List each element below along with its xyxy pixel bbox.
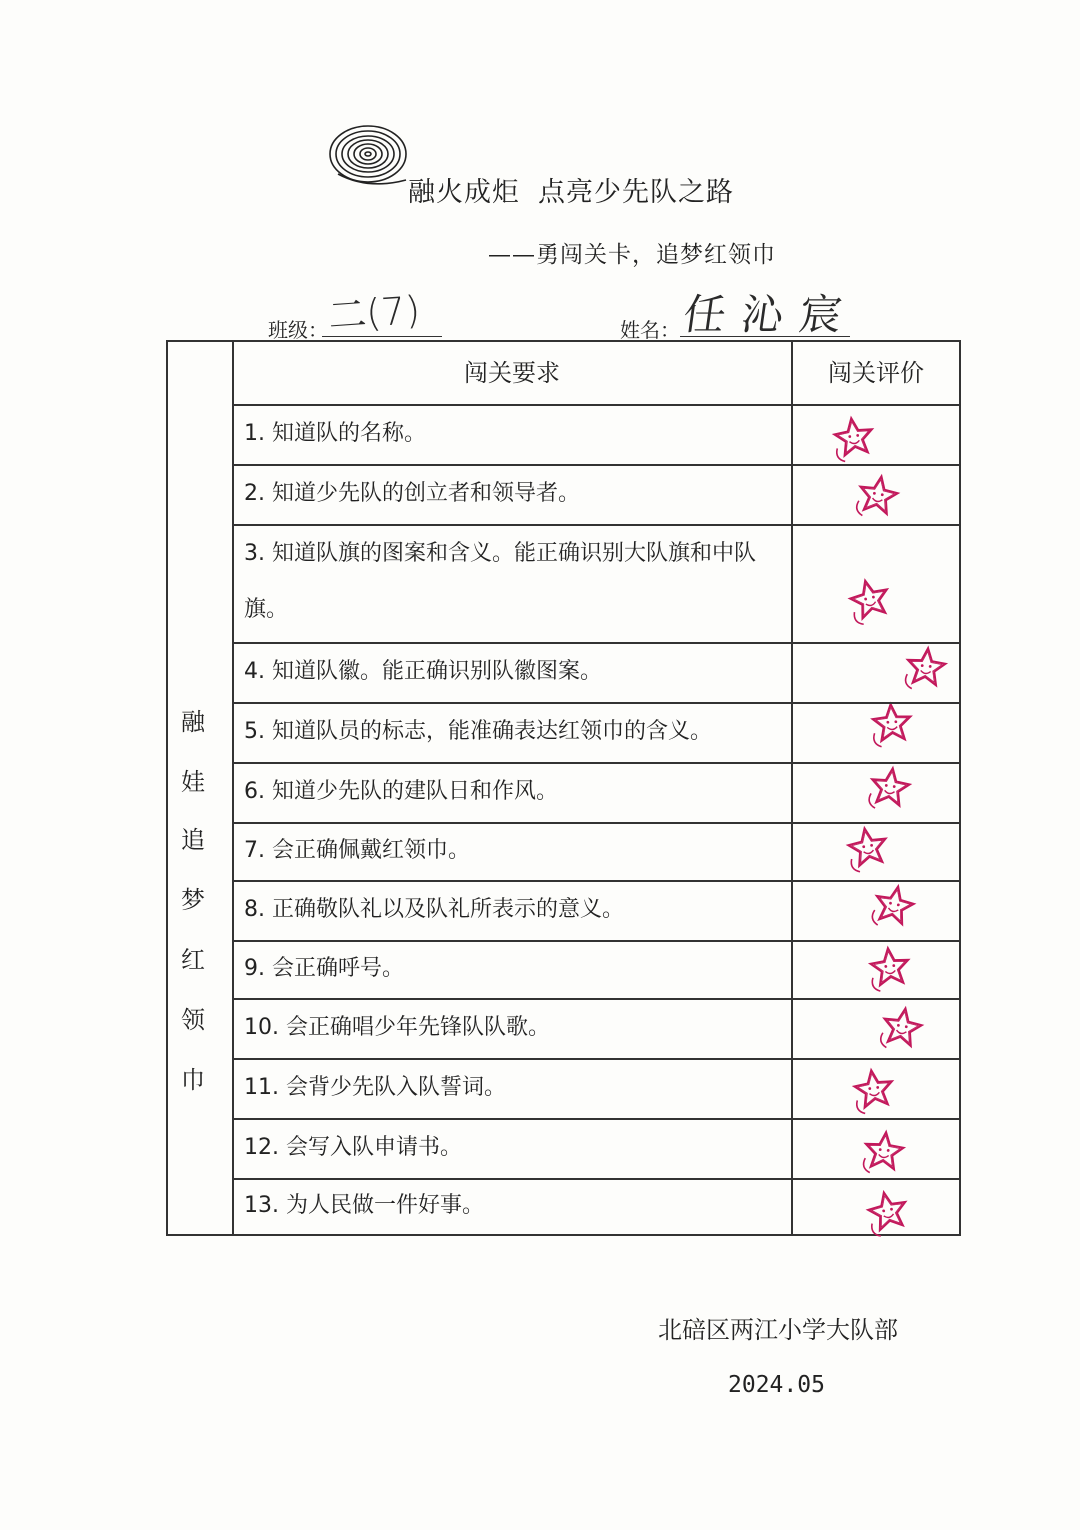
header-requirements: 闯关要求: [464, 359, 560, 387]
class-value-handwritten: 二(7): [326, 287, 422, 339]
name-value-handwritten: 任沁宸: [680, 290, 862, 339]
side-label-char: 追: [181, 826, 205, 854]
star-stamp-icon: [869, 701, 916, 748]
row-divider: [232, 1118, 959, 1120]
row-divider: [232, 998, 959, 1000]
star-stamp-icon: [849, 1065, 899, 1115]
requirement-row-text: 7. 会正确佩戴红领巾。: [244, 838, 470, 863]
star-stamp-icon: [868, 880, 920, 932]
star-stamp-icon: [865, 763, 915, 813]
star-stamp-icon: [843, 573, 896, 626]
page-title: 融火成炬 点亮少先队之路: [408, 177, 734, 208]
row-divider: [232, 762, 959, 764]
row-divider: [232, 464, 959, 466]
issue-date: 2024.05: [728, 1372, 825, 1398]
requirement-row-text: 8. 正确敬队礼以及队礼所表示的意义。: [244, 897, 624, 922]
row-divider: [232, 822, 959, 824]
requirement-row-text: 9. 会正确呼号。: [244, 956, 404, 981]
requirement-row-text: 2. 知道少先队的创立者和领导者。: [244, 481, 580, 506]
star-stamp-icon: [860, 1128, 908, 1176]
organization-signature: 北碚区两江小学大队部: [658, 1316, 898, 1344]
requirement-row-text: 1. 知道队的名称。: [244, 421, 426, 446]
side-label-char: 融: [181, 708, 205, 736]
side-label-char: 巾: [181, 1066, 205, 1094]
side-label-column: [168, 342, 234, 1234]
page-subtitle: ——勇闯关卡，追梦红领巾: [488, 242, 776, 268]
star-stamp-icon: [829, 413, 879, 463]
row-divider: [232, 1178, 959, 1180]
requirement-row-text: 6. 知道少先队的建队日和作风。: [244, 779, 558, 804]
requirement-row-text: 4. 知道队徽。能正确识别队徽图案。: [244, 659, 602, 684]
header-evaluation: 闯关评价: [828, 359, 924, 387]
row-divider: [232, 880, 959, 882]
row-divider: [232, 1058, 959, 1060]
side-label-char: 红: [181, 946, 205, 974]
requirement-row-text: 13. 为人民做一件好事。: [244, 1193, 484, 1218]
star-stamp-icon: [843, 823, 894, 874]
table-divider: [791, 342, 793, 1234]
name-label: 姓名：: [620, 318, 680, 342]
spiral-logo: [328, 124, 410, 188]
requirement-row-text: 12. 会写入队申请书。: [244, 1135, 462, 1160]
requirements-table: [166, 340, 961, 1236]
class-label: 班级：: [268, 318, 328, 342]
star-stamp-icon: [902, 644, 950, 692]
row-divider: [232, 940, 959, 942]
star-stamp-icon: [866, 944, 914, 992]
star-stamp-icon: [853, 471, 904, 522]
requirement-row-text: 11. 会背少先队入队誓词。: [244, 1075, 506, 1100]
side-label-char: 娃: [181, 768, 205, 796]
star-stamp-icon: [877, 1003, 928, 1054]
side-label-char: 梦: [181, 886, 205, 914]
row-divider: [232, 702, 959, 704]
side-label-char: 领: [181, 1006, 205, 1034]
row-divider: [232, 524, 959, 526]
requirement-row-text: 10. 会正确唱少年先锋队队歌。: [244, 1015, 550, 1040]
row-divider: [232, 642, 959, 644]
requirement-row-text: 3. 知道队旗的图案和含义。能正确识别大队旗和中队旗。: [244, 541, 756, 622]
star-stamp-icon: [862, 1186, 914, 1238]
requirement-row-text: 5. 知道队员的标志，能准确表达红领巾的含义。: [244, 719, 712, 744]
row-divider: [232, 404, 959, 406]
